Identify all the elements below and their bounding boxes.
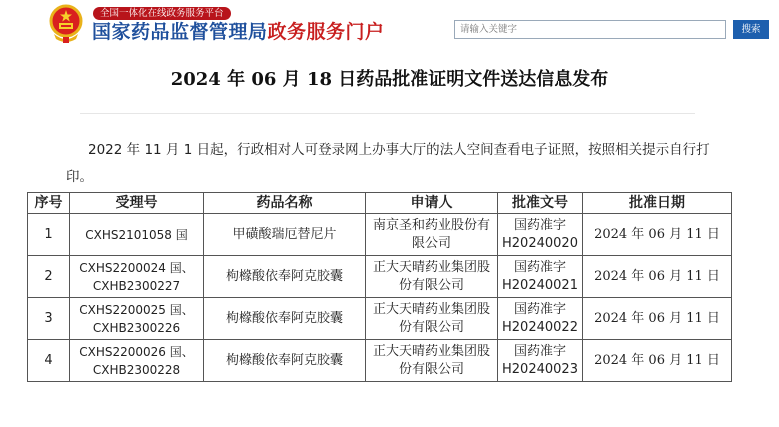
title-divider — [80, 113, 695, 114]
cell-index: 1 — [28, 214, 70, 256]
cell-approval-date: 2024 年 06 月 11 日 — [583, 340, 732, 382]
cell-drug-name: 枸橼酸依奉阿克胶囊 — [204, 340, 366, 382]
cell-applicant: 正大天晴药业集团股份有限公司 — [366, 256, 498, 298]
portal-title-portal: 政务服务门户 — [267, 21, 385, 43]
cell-index: 4 — [28, 340, 70, 382]
cell-index: 2 — [28, 256, 70, 298]
search-input[interactable] — [454, 20, 726, 39]
table-row — [28, 256, 732, 298]
cell-acceptance-no: CXHS2200025 国、CXHB2300226 — [70, 298, 204, 340]
table-row — [28, 298, 732, 340]
cell-approval-no: 国药准字 H20240020 — [498, 214, 583, 256]
intro-paragraph: 2022 年 11 月 1 日起，行政相对人可登录网上办事大厅的法人空间查看电子证照，按照相关提示自行打印。 — [66, 142, 710, 185]
cell-acceptance-no: CXHS2200024 国、CXHB2300227 — [70, 256, 204, 298]
table-row — [28, 340, 732, 382]
cell-drug-name: 枸橼酸依奉阿克胶囊 — [204, 298, 366, 340]
cell-applicant: 正大天晴药业集团股份有限公司 — [366, 340, 498, 382]
approval-table — [27, 192, 732, 382]
portal-title[interactable] — [92, 20, 385, 44]
col-header-drug-name: 药品名称 — [204, 193, 366, 214]
table-row — [28, 214, 732, 256]
cell-approval-no: 国药准字 H20240023 — [498, 340, 583, 382]
page-title: 2024 年 06 月 18 日药品批准证明文件送达信息发布 — [170, 69, 609, 90]
col-header-index: 序号 — [28, 193, 70, 214]
col-header-acceptance-no: 受理号 — [70, 193, 204, 214]
cell-approval-no: 国药准字 H20240022 — [498, 298, 583, 340]
cell-approval-date: 2024 年 06 月 11 日 — [583, 214, 732, 256]
cell-drug-name: 枸橼酸依奉阿克胶囊 — [204, 256, 366, 298]
cell-drug-name: 甲磺酸瑞厄替尼片 — [204, 214, 366, 256]
col-header-approval-date: 批准日期 — [583, 193, 732, 214]
col-header-approval-no: 批准文号 — [498, 193, 583, 214]
col-header-applicant: 申请人 — [366, 193, 498, 214]
national-emblem-icon — [48, 4, 84, 44]
cell-acceptance-no: CXHS2200026 国、CXHB2300228 — [70, 340, 204, 382]
cell-index: 3 — [28, 298, 70, 340]
cell-approval-date: 2024 年 06 月 11 日 — [583, 256, 732, 298]
cell-approval-date: 2024 年 06 月 11 日 — [583, 298, 732, 340]
cell-approval-no: 国药准字 H20240021 — [498, 256, 583, 298]
table-header-row — [28, 193, 732, 214]
cell-applicant: 正大天晴药业集团股份有限公司 — [366, 298, 498, 340]
search-button[interactable]: 搜索 — [733, 20, 769, 39]
portal-title-agency: 国家药品监督管理局 — [92, 21, 268, 43]
cell-acceptance-no: CXHS2101058 国 — [70, 214, 204, 256]
cell-applicant: 南京圣和药业股份有限公司 — [366, 214, 498, 256]
platform-note: 全国一体化在线政务服务平台 — [93, 7, 231, 20]
site-header — [0, 0, 779, 54]
